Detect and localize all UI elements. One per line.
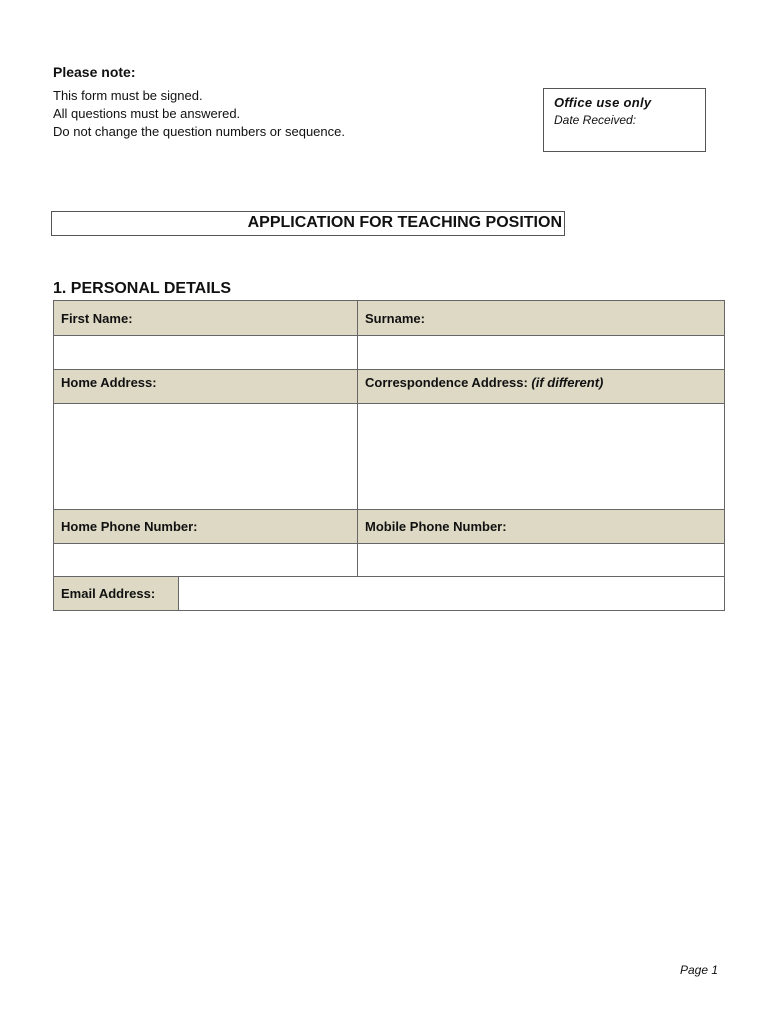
mobile-phone-label: Mobile Phone Number: — [358, 510, 725, 544]
home-address-field[interactable] — [54, 404, 358, 510]
form-title-box — [51, 211, 565, 236]
email-row — [53, 576, 725, 611]
section-heading-personal-details: 1. PERSONAL DETAILS — [53, 280, 232, 297]
note-line-signed: This form must be signed. — [53, 88, 203, 103]
note-line-sequence: Do not change the question numbers or sequence. — [53, 124, 345, 139]
correspondence-address-note: (if different) — [531, 375, 604, 390]
note-line-answered: All questions must be answered. — [53, 106, 241, 121]
mobile-phone-field[interactable] — [358, 544, 725, 577]
date-received-label: Date Received: — [554, 113, 637, 127]
correspondence-address-label-cell — [358, 370, 725, 404]
correspondence-address-label: Correspondence Address: — [365, 375, 528, 390]
surname-label: Surname: — [358, 301, 725, 336]
email-address-field[interactable] — [179, 577, 725, 611]
office-use-box — [543, 88, 706, 152]
first-name-field[interactable] — [54, 336, 358, 370]
surname-field[interactable] — [358, 336, 725, 370]
home-phone-label: Home Phone Number: — [54, 510, 358, 544]
home-address-label: Home Address: — [54, 370, 358, 404]
page-number: Page 1 — [680, 963, 719, 977]
form-title: APPLICATION FOR TEACHING POSITION — [247, 214, 562, 231]
office-use-title: Office use only — [554, 95, 652, 110]
first-name-label: First Name: — [54, 301, 358, 336]
correspondence-address-field[interactable] — [358, 404, 725, 510]
home-phone-field[interactable] — [54, 544, 358, 577]
personal-details-table — [53, 300, 725, 577]
please-note-heading: Please note: — [53, 64, 136, 80]
email-address-label: Email Address: — [54, 577, 179, 611]
